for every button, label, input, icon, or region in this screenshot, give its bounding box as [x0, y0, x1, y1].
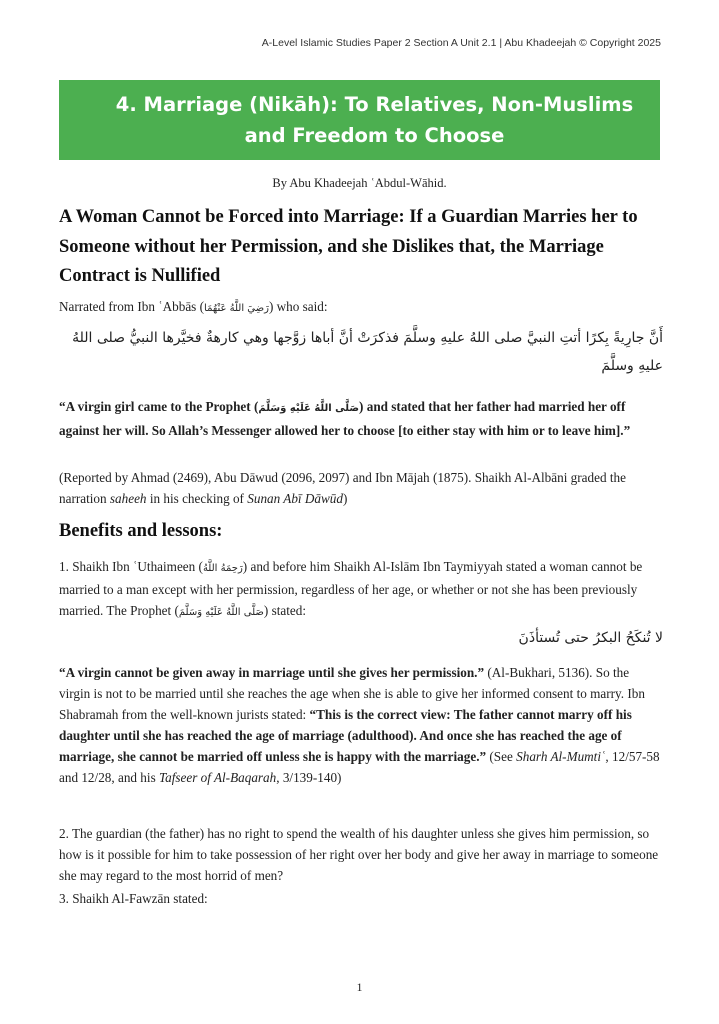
- benefit-point-1: 1. Shaikh Ibn ʿUthaimeen (رَحِمَهُ اللَّهُ) and before him Shaikh Al-Islām Ibn Taymiyyah stated a woman cannot be married to a man except with her permission, regardless of her age, or whether or not she has been previously married. The Prophet (صَلَّى اللَّهُ عَلَيْهِ وَسَلَّمَ) stated:: [59, 559, 643, 618]
- honorific-glyph: رَحِمَهُ اللَّهُ: [202, 563, 243, 574]
- chapter-title-line-1: 4. Marriage (Nikāh): To Relatives, Non-Muslims: [115, 93, 634, 116]
- arabic-hadith-text-2: لا تُنكَحُ البكرُ حتى تُستأذَنَ: [518, 630, 663, 646]
- benefit-point-3: 3. Shaikh Al-Fawzān stated:: [59, 891, 208, 906]
- running-header: A-Level Islamic Studies Paper 2 Section A Unit 2.1 | Abu Khadeejah © Copyright 2025: [261, 37, 661, 49]
- author-byline: By Abu Khadeejah ʿAbdul-Wāhid.: [272, 176, 447, 190]
- main-heading: A Woman Cannot be Forced into Marriage: If a Guardian Marries her to Someone without her Permission, and she Dislikes that, the Marriage Contract is Nullified: [59, 207, 638, 286]
- narration-intro: Narrated from Ibn ʿAbbās (رَضِيَ اللَّهُ عَنْهُمَا) who said:: [59, 299, 328, 314]
- arabic-hadith-text: أَنَّ جارِيةً بِكرًا أتتِ النبيَّ صلى اللهُ عليهِ وسلَّمَ فذكرَتْ أنَّ أباها زوَّجها وهي كارهةٌ فخيَّرها النبيُّ صلى اللهُ عليهِ وسلَّمَ: [72, 330, 663, 374]
- honorific-glyph: صَلَّى اللَّهُ عَلَيْهِ وَسَلَّمَ: [258, 403, 360, 414]
- hadith-translation: “A virgin girl came to the Prophet (صَلَّى اللَّهُ عَلَيْهِ وَسَلَّمَ) and stated that her father had married her off against her will. So Allah’s Messenger allowed her to choose [to either stay with him or to leave him].”: [59, 399, 631, 438]
- page-number: 1: [356, 980, 363, 994]
- chapter-title-line-2: and Freedom to Choose: [244, 124, 505, 147]
- chapter-title-banner: [59, 80, 660, 160]
- hadith-reference: (Reported by Ahmad (2469), Abu Dāwud (2096, 2097) and Ibn Mājah (1875). Shaikh Al-Albāni graded the narration saheeh in his checking of Sunan Abī Dāwūd): [59, 470, 626, 506]
- honorific-glyph: صَلَّى اللَّهُ عَلَيْهِ وَسَلَّمَ: [178, 607, 264, 618]
- benefit-point-2: 2. The guardian (the father) has no right to spend the wealth of his daughter unless she gives him permission, so how is it possible for him to take possession of her right over her body and give her away in marriage to someone she may regard to the most horrid of men?: [59, 826, 659, 883]
- benefit-quote-paragraph: “A virgin cannot be given away in marriage until she gives her permission.” (Al-Bukhari, 5136). So the virgin is not to be married until she reaches the age when she is able to give her informed consent to marry. Ibn Shabramah from the well-known jurists stated: “This is the correct view: The father cannot marry off his daughter until she has reached the age of marriage (adulthood). And once she has reached the age of marriage, she cannot be married off unless she is happy with the marriage.” (See Sharh Al-Mumtiʿ, 12/57-58 and 12/28, and his Tafseer of Al-Baqarah, 3/139-140): [59, 665, 660, 785]
- benefits-heading: Benefits and lessons:: [59, 521, 223, 541]
- honorific-glyph: رَضِيَ اللَّهُ عَنْهُمَا: [204, 303, 269, 314]
